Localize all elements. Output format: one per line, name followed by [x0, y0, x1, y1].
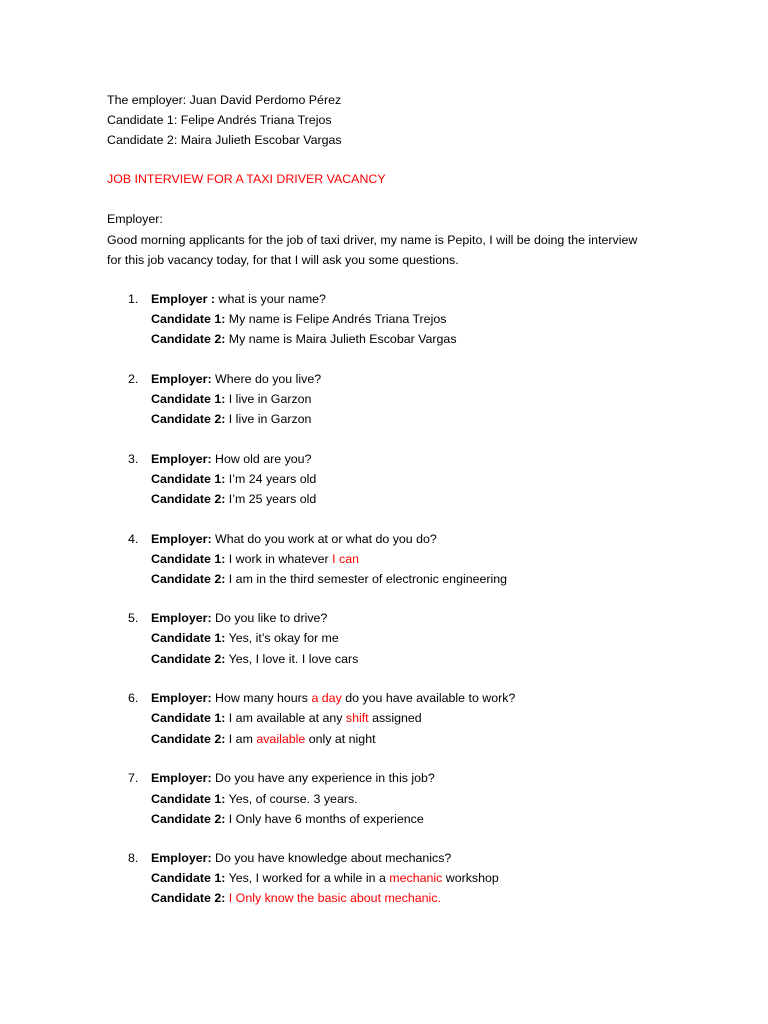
item-number: 2. [128, 372, 139, 386]
employer-label: Employer: [151, 372, 212, 386]
question-text: Do you like to drive? [211, 611, 328, 625]
answer-text: Yes, of course. 3 years. [225, 792, 358, 806]
candidate2-label: Candidate 2: [151, 332, 226, 346]
intro-speaker: Employer: [107, 212, 163, 226]
candidate1-label: Candidate 1: [151, 871, 226, 885]
candidate1-label: Candidate 1: [151, 312, 226, 326]
highlighted-text: a day [311, 691, 342, 705]
candidate1-label: Candidate 1: [151, 552, 226, 566]
answer-text: I am in the third semester of electronic engineering [225, 572, 508, 586]
question-text: do you have available to work? [341, 691, 516, 705]
candidate1-answer [151, 309, 446, 329]
candidate2-answer [151, 649, 358, 669]
candidate1-label: Candidate 1: [151, 392, 226, 406]
item-number: 5. [128, 611, 139, 625]
employer-question [151, 289, 326, 309]
candidate1-answer [151, 549, 359, 569]
highlighted-text: mechanic [389, 871, 443, 885]
item-number: 8. [128, 851, 139, 865]
employer-label: Employer : [151, 292, 216, 306]
answer-text: My name is Maira Julieth Escobar Vargas [225, 332, 457, 346]
answer-text: Yes, I worked for a while in a [225, 871, 390, 885]
candidate1-label: Candidate 1: [151, 792, 226, 806]
candidate2-answer [151, 888, 441, 908]
candidate2-label: Candidate 2: [151, 891, 226, 905]
highlighted-text: I Only know the basic about mechanic. [225, 891, 441, 905]
employer-question [151, 768, 435, 788]
employer-name-line: The employer: Juan David Perdomo Pérez [107, 93, 342, 107]
employer-question [151, 449, 311, 469]
candidate1-answer [151, 469, 316, 489]
question-text: Do you have any experience in this job? [211, 771, 435, 785]
employer-label: Employer: [151, 771, 212, 785]
question-text: what is your name? [215, 292, 326, 306]
item-number: 7. [128, 771, 139, 785]
candidate2-label: Candidate 2: [151, 812, 226, 826]
employer-question [151, 369, 321, 389]
answer-text: workshop [442, 871, 499, 885]
candidate1-answer [151, 868, 499, 888]
employer-label: Employer: [151, 452, 212, 466]
candidate2-answer [151, 409, 311, 429]
candidate2-label: Candidate 2: [151, 492, 226, 506]
answer-text: Yes, it’s okay for me [225, 631, 339, 645]
highlighted-text: shift [345, 711, 369, 725]
item-number: 4. [128, 532, 139, 546]
answer-text: Yes, I love it. I love cars [225, 652, 359, 666]
candidate2-answer [151, 809, 424, 829]
candidate2-answer [151, 489, 316, 509]
employer-label: Employer: [151, 691, 212, 705]
item-number: 6. [128, 691, 139, 705]
candidate2-name-line: Candidate 2: Maira Julieth Escobar Vargas [107, 133, 342, 147]
employer-question [151, 608, 327, 628]
intro-line-2: for this job vacancy today, for that I will ask you some questions. [107, 253, 459, 267]
question-text: Do you have knowledge about mechanics? [211, 851, 452, 865]
candidate1-name-line: Candidate 1: Felipe Andrés Triana Trejos [107, 113, 332, 127]
answer-text: only at night [305, 732, 376, 746]
candidate1-answer [151, 389, 311, 409]
answer-text: assigned [368, 711, 422, 725]
answer-text: I am available at any [225, 711, 346, 725]
candidate2-answer [151, 329, 457, 349]
highlighted-text: available [256, 732, 306, 746]
answer-text: I Only have 6 months of experience [225, 812, 424, 826]
employer-question [151, 848, 451, 868]
candidate1-label: Candidate 1: [151, 631, 226, 645]
candidate1-label: Candidate 1: [151, 711, 226, 725]
answer-text: My name is Felipe Andrés Triana Trejos [225, 312, 447, 326]
candidate1-answer [151, 628, 339, 648]
answer-text: I live in Garzon [225, 392, 312, 406]
candidate2-answer [151, 569, 507, 589]
highlighted-text: I can [332, 552, 359, 566]
question-text: What do you work at or what do you do? [211, 532, 437, 546]
candidate1-label: Candidate 1: [151, 472, 226, 486]
answer-text: I’m 24 years old [225, 472, 317, 486]
employer-label: Employer: [151, 611, 212, 625]
candidate2-label: Candidate 2: [151, 732, 226, 746]
question-text: Where do you live? [211, 372, 322, 386]
candidate2-answer [151, 729, 376, 749]
candidate2-label: Candidate 2: [151, 572, 226, 586]
employer-question [151, 688, 515, 708]
intro-line-1: Good morning applicants for the job of taxi driver, my name is Pepito, I will be doing the interview [107, 233, 638, 247]
employer-label: Employer: [151, 851, 212, 865]
answer-text: I am [225, 732, 257, 746]
candidate2-label: Candidate 2: [151, 412, 226, 426]
answer-text: I live in Garzon [225, 412, 312, 426]
candidate2-label: Candidate 2: [151, 652, 226, 666]
question-text: How many hours [211, 691, 312, 705]
employer-question [151, 529, 437, 549]
employer-label: Employer: [151, 532, 212, 546]
question-text: How old are you? [211, 452, 312, 466]
item-number: 1. [128, 292, 139, 306]
answer-text: I work in whatever [225, 552, 333, 566]
candidate1-answer [151, 789, 358, 809]
answer-text: I’m 25 years old [225, 492, 317, 506]
item-number: 3. [128, 452, 139, 466]
document-title: JOB INTERVIEW FOR A TAXI DRIVER VACANCY [107, 172, 386, 186]
candidate1-answer [151, 708, 422, 728]
